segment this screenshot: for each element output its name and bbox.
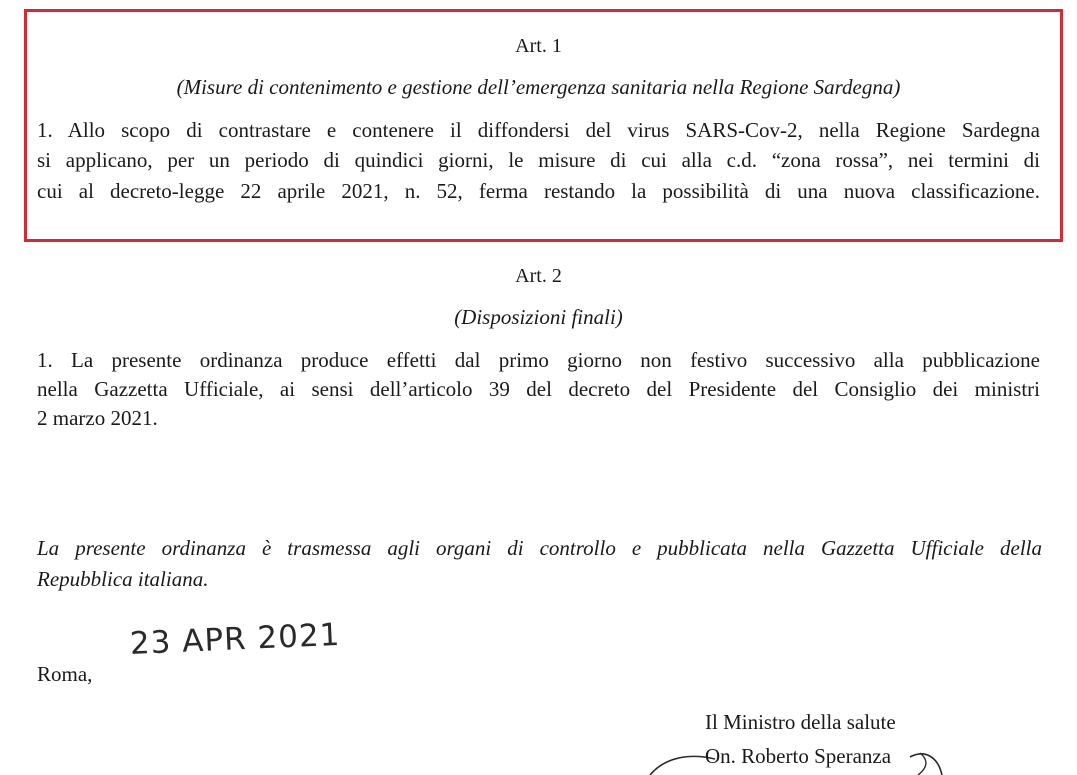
article-1-line-1: 1. Allo scopo di contrastare e contenere il diffondersi del virus SARS-Cov-2, nella Regione Sardegna: [37, 118, 1040, 142]
article-1-subtitle: (Misure di contenimento e gestione dell’emergenza sanitaria nella Regione Sardegna): [176, 75, 901, 99]
article-2-line-2: nella Gazzetta Ufficiale, ai sensi dell’articolo 39 del decreto del Presidente del Consiglio dei ministri: [37, 377, 1040, 401]
place: Roma,: [37, 662, 93, 686]
article-2-line-3: 2 marzo 2021.: [37, 406, 158, 430]
minister-title: Il Ministro della salute: [705, 710, 896, 734]
article-1-line-3: cui al decreto-legge 22 aprile 2021, n. 52, ferma restando la possibilità di una nuova classificazione.: [37, 179, 1040, 203]
transmission-line-2: Repubblica italiana.: [37, 567, 209, 591]
article-2-line-1: 1. La presente ordinanza produce effetti dal primo giorno non festivo successivo alla pubblicazione: [37, 348, 1040, 372]
date-stamp: 23 APR 2021: [129, 616, 342, 662]
transmission-line-1: La presente ordinanza è trasmessa agli organi di controllo e pubblicata nella Gazzetta Ufficiale della: [37, 536, 1042, 560]
article-2-subtitle: (Disposizioni finali): [454, 305, 623, 329]
article-2-heading: Art. 2: [515, 265, 562, 287]
minister-name: On. Roberto Speranza: [705, 744, 892, 768]
article-1-heading: Art. 1: [515, 35, 562, 57]
article-1-line-2: si applicano, per un periodo di quindici giorni, le misure di cui alla c.d. “zona rossa”, nei termini di: [37, 148, 1040, 172]
